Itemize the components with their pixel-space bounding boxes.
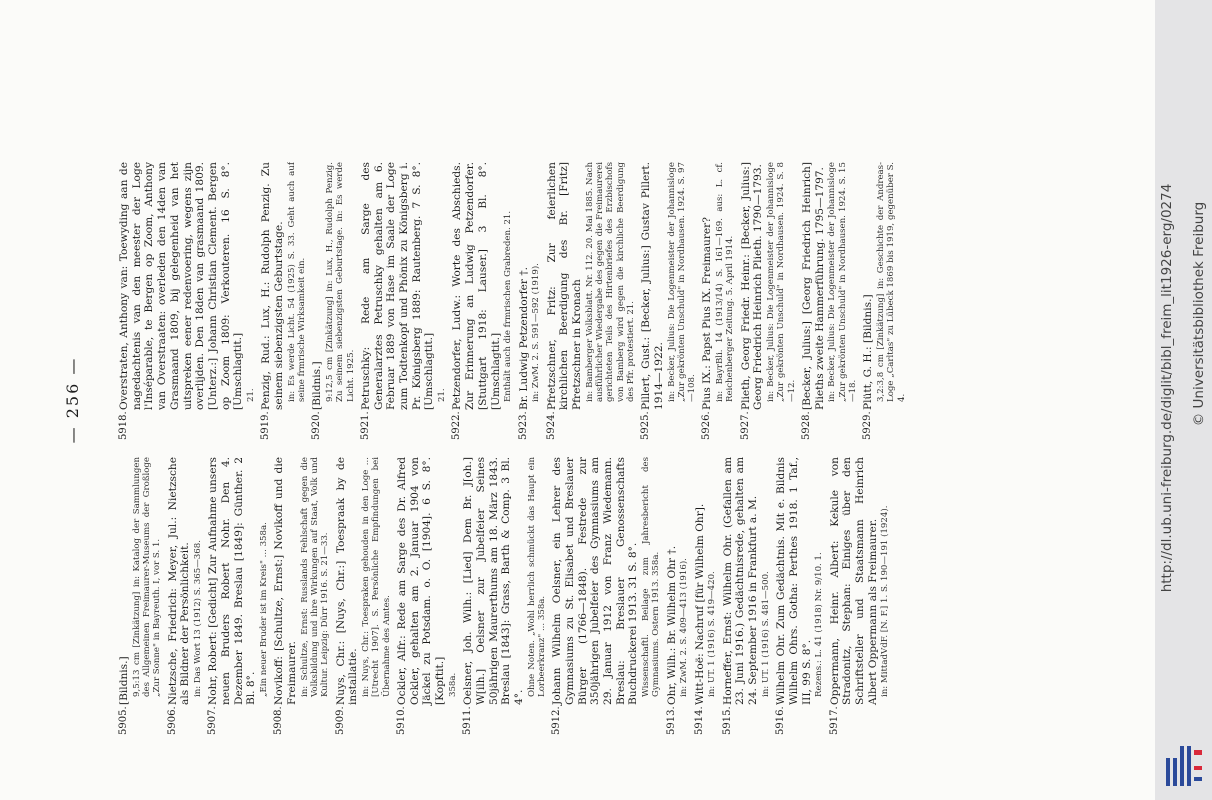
bibliography-entry: [273, 457, 330, 735]
entry-reference: „Ein neuer Bruder ist im Kreis" ... 358a.: [259, 522, 270, 697]
bibliography-entry: [829, 457, 891, 735]
entry-reference: in: Becker, Julius: Die Logenmeister der Johannisloge „Zur gekrönten Unschuld" in Nordhausen. 1924. S. 15—18.: [827, 162, 859, 402]
entry-reference: 3,2:3,8 cm [Zinkätzung] in: Geschichte der Andreas-Loge „Carltas" zu Lübeck 1869 bis 1919, gegenüber S. 4.: [876, 162, 907, 402]
entry-reference: in: Es werde Licht. 54 (1925) S. 33. Geht auch auf seine frmrische Wirksamkeit ein.: [286, 162, 308, 402]
entry-text: Pillert, Gust.: [Becker, Julius:] Gustav Pillert. 1914—1922.: [640, 162, 665, 410]
entry-number: 5909.: [334, 706, 346, 735]
university-library-logo-icon: [1164, 744, 1204, 790]
entry-text: Pfretzschner, Fritz: Zur feierlichen kirchlichen Beerdigung des Br. [Fritz] Pfretzschner in Kronach: [545, 162, 583, 410]
entry-number: 5913.: [665, 706, 677, 735]
entry-text: Johann Wilhelm Oelsner, ein Lehrer des Gymnasiums zu St. Elisabet und Breslauer Bürger (1766—1848). Festrede zur 350jährigen Jubelfeier des Gymnasiums am 29. Januar 1912 von Franz Wiedemann. Breslau: Breslauer Genossenschafts Buchdruckerei 1913. 31 S. 8°.: [551, 457, 640, 705]
entry-text: Ockler, Alfr.: Rede am Sarge des Dr. Alfred Ockler, gehalten am 2. Januar 1904 von Jäckel zu Potsdam. o. O. [1904]. 6 S. 8°. [Kopftit.]: [396, 457, 447, 705]
bibliography-entry: [360, 162, 448, 440]
entry-number: 5918.: [118, 411, 129, 440]
entry-reference: in: Becker, Julius: Die Logenmeister der Johannisloge „Zur gekrönten Unschuld" in Nordhausen. 1924. S. 8—12.: [766, 162, 797, 402]
entry-text: Nohr, Robert: [Gedicht] Zur Aufnahme unsers neuen Bruders Robert Nohr. Den 4. Dezember 1849. Breslau [1849]: Günther. 2 Bl. 8°.: [207, 457, 258, 705]
entry-text: Ohr, Wilh.: Br. Wilhelm Ohr †.: [665, 545, 678, 705]
bibliography-entry: [335, 457, 392, 735]
bibliography-entry: [207, 457, 269, 735]
entry-text: [Bildnis.]: [118, 656, 130, 705]
entry-number: 5924.: [545, 411, 557, 440]
logo-bar-2: [1173, 758, 1177, 786]
entry-reference: 358a.: [447, 672, 458, 697]
entry-text: Plieth, Georg Friedr. Heinr.: [Becker, Julius:] Georg Friedrich Heinrich Plieth. 1790—1793.: [739, 162, 765, 410]
entry-number: 5929.: [862, 411, 874, 440]
entry-reference: 21.: [437, 388, 448, 402]
entry-number: 5926.: [701, 411, 713, 440]
entry-reference: in: Das Wort 13 (1912) S. 365—368.: [193, 540, 203, 697]
entry-text: Wilhelm Ohr. Zum Gedächtnis. Mit e. Bildnis Wilhelm Ohrs. Gotha: Perthes 1918. 1 Taf., III, 99 S. 8°.: [775, 457, 813, 705]
entry-number: 5920.: [311, 411, 323, 440]
entry-number: 5914.: [693, 706, 705, 735]
logo-bar-4: [1187, 746, 1191, 786]
middle-column: [118, 162, 1028, 440]
entry-number: 5908.: [273, 706, 285, 735]
entry-text: Horneffer, Ernst: Wilhelm Ohr. (Gefallen am 23. Juni 1916.) Gedächtnisrede, gehalten am 24. September 1916 in Frankfurt a. M.: [721, 457, 760, 705]
entry-reference: Rezens.: L. 41 (1918) Nr. 9/10. 1.: [814, 552, 825, 697]
library-sidebar: [1155, 0, 1212, 800]
entry-reference: 9,5:13 cm [Zinkätzung] in: Katalog der Sammlungen des Allgemeinen Freimaurer-Museums der Großloge „Zur Sonne" in Bayreuth. I, vor S. 1.: [131, 457, 163, 697]
entry-text: Petzendorfer, Ludw.: Worte des Abschieds. Zur Erinnerung an Ludwig Petzendorfer. [Stuttgart 1918: Lauser.] 3 Bl. 8°. [Umschlagtit.]: [451, 162, 502, 410]
entry-number: 5906.: [166, 706, 178, 735]
entry-text: Overstraten, Anthony van: Toewyding aan de nagedachtenis van den meester der Loge l'Inséparable, te Bergen op Zoom, Anthony van Overstraaten: overleden den 14den van Grasmaand 1809, bij gelegenheid van het uitspreken eener redenvoering, wegens zijn overlijden. Den 18den van grasmaand 1809. [Unterz.:] Johann Christian Clement. Bergen op Zoom 1809: Verkouteren. 16 S. 8°. [Umschlagtit.]: [118, 162, 245, 410]
entry-number: 5912.: [551, 706, 563, 735]
entry-text: Plütt, G. H.: [Bildnis.]: [862, 294, 875, 410]
entry-reference: Enthält auch die frmrischen Grabreden. 21.: [503, 210, 514, 402]
entry-reference: in: Schultze, Ernst: Russlands Fehlschaft gegen die Volksbildung und ihre Wirkungen auf Staat, Volk und Kultur. Leipzig: Dürr 1916. S. 21—33.: [299, 457, 331, 697]
entry-number: 5911.: [462, 706, 474, 735]
copyright-notice: © Universitätsbibliothek Freiburg: [1191, 201, 1207, 427]
entry-reference: in: ZwM. 2. S. 409—413 (1916).: [679, 558, 690, 697]
entry-reference: in: Nuys, Chr.: Toespraken gehouden in den Loge ... [Utrecht 1907]. S. Persönliche Empfindungen bei Übernahme des Amtes.: [361, 457, 392, 697]
bibliography-entry: [666, 457, 690, 735]
entry-number: 5905.: [118, 706, 129, 735]
bibliography-entry: [701, 162, 735, 440]
entry-text: Pius IX.: Papst Pius IX. Freimaurer?: [701, 217, 714, 410]
entry-number: 5907.: [207, 706, 219, 735]
entry-text: Oppermann, Heinr. Albert: Kekule von Stradonitz, Stephan: Einiges über den Schriftsteller und Staatsmann Heinrich Albert Oppermann als Freimaurer.: [828, 457, 879, 705]
logo-red-mark-1: [1194, 750, 1202, 755]
entry-reference: in: Bamberger Volksblatt. Nr. 112. 20. Mai 1885. Nach ausführlicher Wiedergabe des gegen die Freimaurerei gerichteten Teils des Hirtenbriefes des Erzbischofs von Bamberg wird gegen die kirchliche Beerdigung des Pfr. protestiert. 21.: [584, 162, 636, 402]
entry-number: 5927.: [739, 411, 751, 440]
entry-number: 5925.: [640, 411, 652, 440]
logo-red-mark-2: [1194, 766, 1202, 770]
entry-number: 5923.: [517, 411, 529, 440]
entry-reference: Ohne Noten. „Wohl herrlich schmückt das Haupt ein Lorbeerkranz" ... 358a.: [526, 457, 547, 697]
entry-number: 5922.: [451, 411, 463, 440]
entry-reference: in: MittadVdF. [N. F.] 1. S. 190—191 (1924).: [880, 505, 891, 697]
bibliography-entry: [740, 162, 797, 440]
entry-text: Nuys, Chr.: [Nuys, Chr.:] Toespraak by de installatie.: [334, 457, 360, 705]
bibliography-entry: [551, 457, 662, 735]
entry-reference: 9:12,5 cm [Zinkätzung] in: Lux, H., Rudolph Penzig. Zu seinem siebenzigsten Geburtstage. in: Es werde Licht. 1925.: [325, 162, 356, 402]
source-url[interactable]: http://dl.ub.uni-freiburg.de/diglit/bibl_freim_lit1926-erg/0274: [1159, 183, 1175, 593]
entry-number: 5917.: [828, 706, 840, 735]
bibliography-entry: [260, 162, 307, 440]
bibliography-entry: [396, 457, 458, 735]
bibliography-entry: [640, 162, 697, 440]
bibliography-entry: [167, 457, 204, 735]
entry-number: 5915.: [721, 706, 733, 735]
entry-text: Penzig, Rud.: Lux, H.: Rudolph Penzig. Zu seinem siebenzigsten Geburtstage.: [260, 162, 286, 410]
bibliography-entry: [546, 162, 637, 440]
entry-number: 5928.: [801, 411, 813, 440]
bibliography-entry: [518, 162, 542, 440]
entry-reference: Wissenschaftl. Beilage zum Jahresbericht des Gymnasiums. Ostern 1913. 358a.: [641, 457, 662, 697]
entry-text: Br. Ludwig Petzendorfer †.: [517, 266, 530, 410]
entry-reference: in: UT. 1 (1916) S. 419—420.: [707, 571, 718, 697]
bibliography-entry: [311, 162, 356, 440]
bibliography-entry: [462, 457, 547, 735]
bibliography-entry: [694, 457, 718, 735]
bibliography-entry: [722, 457, 771, 735]
entry-reference: in: UT. 1 (1916) S. 481—500.: [760, 571, 771, 697]
entry-reference: 21.: [246, 388, 257, 402]
entry-number: 5921.: [359, 411, 371, 440]
bibliography-entry: [775, 457, 824, 735]
bibliography-entry: [801, 162, 858, 440]
logo-blue-mark: [1194, 777, 1202, 781]
bibliography-entry: [862, 162, 907, 440]
entry-text: Witt-Hoë: Nachruf [für Wilhelm Ohr].: [693, 503, 706, 705]
entry-text: [Bildnis.]: [311, 361, 324, 410]
entry-text: Nietzsche, Friedrich: Meyer, Jul.: Nietzsche als Bildner der Persönlichkeit.: [166, 457, 192, 705]
entry-number: 5916.: [775, 706, 787, 735]
page-number: — 256 —: [63, 356, 82, 444]
entry-text: Novikoff: [Schultze, Ernst:] Novikoff und die Freimaurer.: [273, 457, 299, 705]
entry-text: Petruschky: Rede am Sarge des Generalarztes Petruschky gehalten am 6. Februar 1889 von Hase im Saale der Loge zum Todtenkopf und Phönix zu Königsberg i. Pr. Königsberg 1889: Rautenberg. 7 S. 8°. [Umschlagtit.]: [359, 162, 436, 410]
logo-bar-1: [1166, 758, 1170, 786]
entry-text: Oelsner, Joh. Wilh.: [Lied] Dem Br. J[oh.] W[ilh.] Oelsner zur Jubelfeier Seines 50jährigen Maurerthums am 18. März 1843. Breslau [1843]: Grass, Barth & Comp. 3 Bl. 4°.: [462, 457, 525, 705]
entry-number: 5919.: [260, 411, 272, 440]
bibliography-entry: [451, 162, 513, 440]
entry-text: [Becker, Julius:] [Georg Friedrich Heinrich] Plieths zweite Hammerführung. 1795—1797.: [801, 162, 826, 410]
logo-bar-3: [1180, 746, 1184, 786]
bibliography-entry: [118, 162, 256, 440]
left-column: [118, 457, 1028, 735]
entry-number: 5910.: [396, 706, 407, 735]
entry-reference: in: ZwM. 2. S. 591—592 (1919).: [531, 263, 542, 402]
bibliography-entry: [118, 457, 163, 735]
entry-reference: in: BayrBli. 14 (1913/14) S. 161—169. aus: L. cf. Reichenberger Zeitung. 5. April 1914.: [715, 162, 736, 402]
entry-reference: in: Becker, Julius: Die Logenmeister der Johannisloge „Zur gekrönten Unschuld" in Nordhausen. 1924. S. 97—108.: [666, 162, 698, 402]
